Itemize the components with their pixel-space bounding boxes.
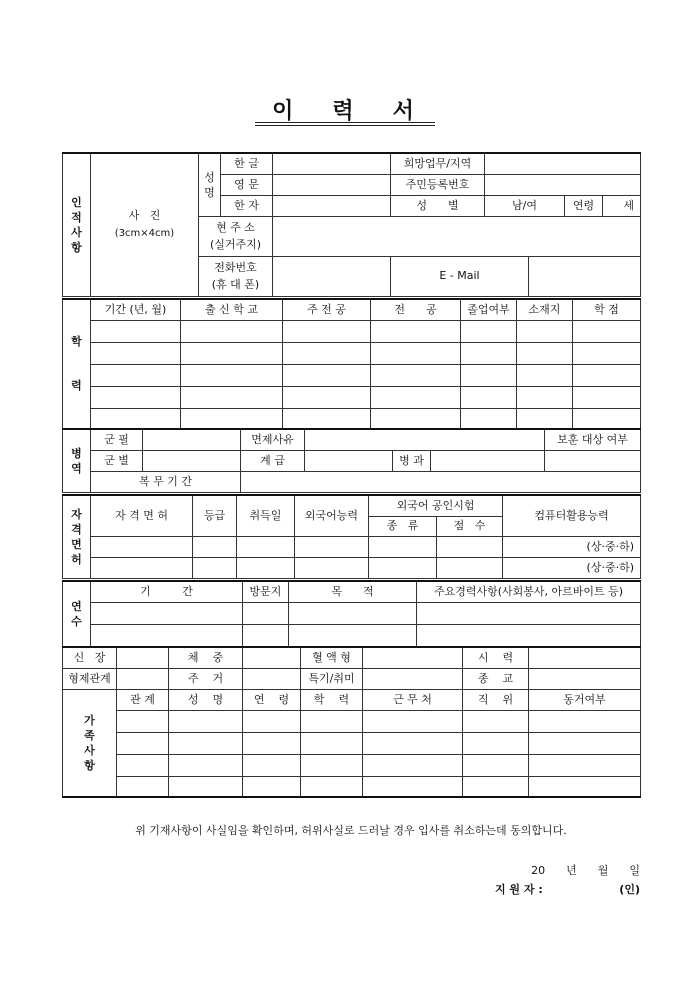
table-row [63, 776, 641, 797]
photo-size: (3cm×4cm) [114, 227, 175, 239]
edu-col-gpa: 학 점 [573, 299, 641, 320]
family-col-relation: 관 계 [117, 689, 169, 710]
siblings-field[interactable] [117, 668, 169, 689]
table-row [63, 536, 641, 557]
consent-statement: 위 기재사항이 사실임을 확인하며, 허위사실로 드러날 경우 입사를 취소하는데 동의합니다. [135, 824, 567, 837]
license-section-label: 자격면허 [63, 495, 91, 578]
specialty-field[interactable] [431, 450, 545, 471]
military-served-label: 군 필 [91, 429, 143, 450]
blood-field[interactable] [363, 647, 463, 668]
license-section [62, 494, 640, 579]
phone-label: 전화번호 (휴 대 폰) [199, 256, 273, 296]
license-col-computer: 컴퓨터활용능력 [503, 495, 641, 536]
lang-test-score: 점 수 [437, 516, 503, 536]
desired-job-label: 희망업무/지역 [391, 153, 485, 174]
table-row [63, 732, 641, 754]
table-row [63, 342, 641, 364]
rank-label: 계 급 [241, 450, 305, 471]
hangul-field[interactable] [273, 153, 391, 174]
hanja-field[interactable] [273, 195, 391, 216]
edu-col-location: 소재지 [517, 299, 573, 320]
gender-label: 성 별 [391, 195, 485, 216]
training-col-purpose: 목 적 [289, 581, 417, 602]
lang-test-type: 종 류 [369, 516, 437, 536]
title-underline [255, 122, 435, 123]
family-col-education: 학 력 [301, 689, 363, 710]
family-col-cohabit: 동거여부 [529, 689, 641, 710]
age-label: 연령 [565, 195, 603, 216]
education-section [62, 298, 640, 430]
family-col-workplace: 근 무 처 [363, 689, 463, 710]
veteran-field[interactable] [545, 450, 641, 471]
unit-field[interactable] [143, 450, 241, 471]
license-col-language: 외국어능력 [295, 495, 369, 536]
english-field[interactable] [273, 174, 391, 195]
email-label: E - Mail [391, 256, 529, 296]
license-col-grade: 등급 [193, 495, 237, 536]
address-field[interactable] [273, 216, 641, 256]
weight-field[interactable] [243, 647, 301, 668]
family-col-age: 연 령 [243, 689, 301, 710]
family-col-position: 직 위 [463, 689, 529, 710]
family-col-name: 성 명 [169, 689, 243, 710]
training-section [62, 580, 640, 647]
height-label: 신 장 [63, 647, 117, 668]
table-row [63, 754, 641, 776]
service-period-field[interactable] [241, 471, 641, 492]
career-col: 주요경력사항(사회봉사, 아르바이트 등) [417, 581, 641, 602]
veteran-label: 보훈 대상 여부 [545, 429, 641, 450]
edu-col-school: 출 신 학 교 [181, 299, 283, 320]
hobby-field[interactable] [363, 668, 463, 689]
residence-field[interactable] [243, 668, 301, 689]
table-row [63, 386, 641, 408]
license-col-name: 자 격 면 허 [91, 495, 193, 536]
rank-field[interactable] [305, 450, 393, 471]
date-line: 20 년 월 일 [531, 864, 640, 877]
page-title: 이 력 서 [272, 99, 418, 124]
exemption-field[interactable] [305, 429, 545, 450]
license-col-lang-test: 외국어 공인시험 [369, 495, 503, 516]
edu-col-graduation: 졸업여부 [461, 299, 517, 320]
military-section [62, 428, 640, 493]
vision-label: 시 력 [463, 647, 529, 668]
name-label: 성명 [199, 153, 221, 216]
religion-label: 종 교 [463, 668, 529, 689]
personal-section-label: 인적사항 [63, 153, 91, 296]
english-label: 영 문 [221, 174, 273, 195]
specialty-label: 병 과 [393, 450, 431, 471]
license-col-date: 취득일 [237, 495, 295, 536]
height-field[interactable] [117, 647, 169, 668]
body-family-section [62, 646, 640, 798]
email-field[interactable] [529, 256, 641, 296]
education-section-label: 학 력 [63, 299, 91, 429]
vision-field[interactable] [529, 647, 641, 668]
photo-box [91, 153, 199, 296]
applicant-signature-line: 지 원 자 : (인) [494, 883, 640, 896]
military-section-label: 병역 [63, 429, 91, 492]
desired-job-field[interactable] [485, 153, 641, 174]
computer-level[interactable]: (상·중·하) [503, 536, 641, 557]
training-section-label: 연수 [63, 581, 91, 646]
unit-label: 군 별 [91, 450, 143, 471]
blood-label: 혈 액 형 [301, 647, 363, 668]
personal-info-section [62, 152, 640, 297]
computer-level[interactable]: (상·중·하) [503, 557, 641, 578]
family-section-label: 가족사항 [63, 689, 117, 797]
service-period-label: 복 무 기 간 [91, 471, 241, 492]
hangul-label: 한 글 [221, 153, 273, 174]
table-row [63, 624, 641, 646]
residence-label: 주 거 [169, 668, 243, 689]
table-row [63, 602, 641, 624]
phone-field[interactable] [273, 256, 391, 296]
table-row [63, 408, 641, 429]
rrn-field[interactable] [485, 174, 641, 195]
exemption-label: 면제사유 [241, 429, 305, 450]
hanja-label: 한 자 [221, 195, 273, 216]
training-col-place: 방문지 [243, 581, 289, 602]
edu-col-major: 전 공 [371, 299, 461, 320]
table-row [63, 710, 641, 732]
edu-col-major-main: 주 전 공 [283, 299, 371, 320]
religion-field[interactable] [529, 668, 641, 689]
table-row [63, 557, 641, 578]
edu-col-period: 기간 (년, 월) [91, 299, 181, 320]
hobby-label: 특기/취미 [301, 668, 363, 689]
table-row [63, 364, 641, 386]
training-col-period: 기 간 [91, 581, 243, 602]
photo-label: 사 진 [128, 208, 161, 222]
siblings-label: 형제관계 [63, 668, 117, 689]
title-underline-2 [255, 125, 435, 126]
rrn-label: 주민등록번호 [391, 174, 485, 195]
table-row [63, 320, 641, 342]
gender-value[interactable]: 남/여 [485, 195, 565, 216]
age-field[interactable]: 세 [603, 195, 641, 216]
military-served-field[interactable] [143, 429, 241, 450]
address-label: 현 주 소 (실거주지) [199, 216, 273, 256]
weight-label: 체 중 [169, 647, 243, 668]
